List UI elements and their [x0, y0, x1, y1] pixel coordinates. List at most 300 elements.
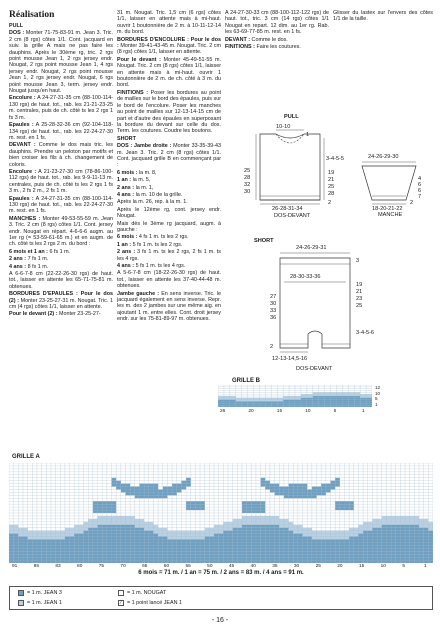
grid-stitch — [368, 534, 373, 537]
grid-stitch — [237, 560, 242, 563]
grid-stitch — [335, 484, 340, 487]
grid-stitch — [224, 405, 230, 407]
grid-stitch — [153, 525, 158, 528]
grid-stitch — [386, 557, 391, 560]
grid-stitch — [312, 545, 317, 548]
grid-stitch — [228, 537, 233, 540]
grid-stitch — [319, 392, 325, 394]
grid-stitch — [102, 504, 107, 507]
grid-stitch — [254, 405, 260, 407]
grid-stitch — [410, 557, 415, 560]
grid-stitch — [121, 551, 126, 554]
grid-stitch — [256, 545, 261, 548]
grid-stitch — [330, 537, 335, 540]
grid-stitch — [400, 522, 405, 525]
grid-stitch — [163, 560, 168, 563]
grid-stitch — [18, 537, 23, 540]
grid-stitch — [251, 554, 256, 557]
grid-stitch — [289, 539, 294, 542]
grid-stitch — [172, 539, 177, 542]
grid-stitch — [400, 525, 405, 528]
grid-stitch — [163, 554, 168, 557]
grid-stitch — [18, 528, 23, 531]
grid-stitch — [32, 537, 37, 540]
grid-stitch — [344, 504, 349, 507]
grid-stitch — [42, 560, 47, 563]
grid-stitch — [344, 548, 349, 551]
grid-stitch — [14, 551, 19, 554]
grid-stitch — [37, 560, 42, 563]
instruction-text: 8 fs 1 m. — [26, 263, 49, 270]
grid-stitch — [153, 495, 158, 498]
grid-stitch — [382, 519, 387, 522]
grid-stitch — [289, 528, 294, 531]
grid-stitch — [172, 554, 177, 557]
grid-stitch — [79, 539, 84, 542]
grid-stitch — [279, 519, 284, 522]
grid-stitch — [116, 525, 121, 528]
short-caption: DOS-DEVANT — [296, 366, 333, 372]
grid-stitch — [358, 537, 363, 540]
grid-stitch — [153, 492, 158, 495]
grid-stitch — [277, 405, 283, 407]
grid-stitch — [335, 537, 340, 540]
grid-stitch — [153, 487, 158, 490]
grid-stitch — [321, 557, 326, 560]
grid-stitch — [251, 531, 256, 534]
grid-stitch — [400, 539, 405, 542]
grid-stitch — [130, 557, 135, 560]
grid-stitch — [163, 548, 168, 551]
grid-stitch — [419, 545, 424, 548]
grid-stitch — [377, 548, 382, 551]
grid-stitch — [298, 551, 303, 554]
grid-stitch — [419, 560, 424, 563]
grid-stitch — [382, 560, 387, 563]
grid-stitch — [14, 534, 19, 537]
grid-stitch — [51, 545, 56, 548]
grid-stitch — [9, 542, 14, 545]
grid-stitch — [265, 405, 271, 407]
grid-stitch — [312, 489, 317, 492]
short-right-2: 19 — [356, 282, 363, 288]
grid-stitch — [177, 542, 182, 545]
grid-stitch — [349, 534, 354, 537]
grid-stitch — [303, 557, 308, 560]
grid-stitch — [275, 525, 280, 528]
grid-stitch — [88, 551, 93, 554]
grid-stitch — [135, 522, 140, 525]
grid-stitch — [368, 539, 373, 542]
grid-stitch — [335, 507, 340, 510]
grille-a-col-label: 15 — [358, 564, 365, 569]
grid-stitch — [358, 542, 363, 545]
grid-stitch — [366, 398, 372, 400]
grid-stitch — [149, 487, 154, 490]
grid-stitch — [42, 545, 47, 548]
grid-stitch — [284, 519, 289, 522]
grid-stitch — [335, 531, 340, 534]
grid-stitch — [153, 545, 158, 548]
grid-stitch — [130, 548, 135, 551]
grid-stitch — [98, 534, 103, 537]
grid-stitch — [340, 560, 345, 563]
grid-stitch — [270, 560, 275, 563]
grid-stitch — [125, 519, 130, 522]
grid-stitch — [330, 484, 335, 487]
column-4 — [333, 10, 433, 24]
grid-stitch — [298, 560, 303, 563]
grid-stitch — [303, 542, 308, 545]
grid-stitch — [32, 531, 37, 534]
grid-stitch — [325, 403, 331, 405]
grid-stitch — [326, 537, 331, 540]
grid-stitch — [121, 519, 126, 522]
grid-stitch — [275, 492, 280, 495]
grid-stitch — [84, 545, 89, 548]
grid-stitch — [279, 528, 284, 531]
grid-stitch — [317, 557, 322, 560]
grid-stitch — [342, 392, 348, 394]
grid-stitch — [270, 551, 275, 554]
grid-stitch — [366, 394, 372, 396]
grid-stitch — [251, 548, 256, 551]
grid-stitch — [107, 519, 112, 522]
grid-stitch — [312, 557, 317, 560]
grid-stitch — [102, 554, 107, 557]
grid-stitch — [32, 560, 37, 563]
grid-stitch — [349, 545, 354, 548]
grid-stitch — [298, 492, 303, 495]
grid-stitch — [42, 534, 47, 537]
grid-stitch — [247, 531, 252, 534]
instruction-text: 7 fs 1 m. — [26, 256, 49, 263]
grid-stitch — [218, 405, 224, 407]
grid-stitch — [366, 400, 372, 402]
grid-stitch — [303, 492, 308, 495]
grid-stitch — [65, 545, 70, 548]
grid-stitch — [312, 492, 317, 495]
grid-stitch — [200, 542, 205, 545]
grid-stitch — [88, 542, 93, 545]
grid-stitch — [153, 542, 158, 545]
instruction-text: Monter 33-35-39-43 m. Jean 3. Tric. 2 cm (8 rgs) côtes 1/1. Cont. jacquard grille B en commençant par : — [117, 143, 221, 169]
grid-stitch — [293, 539, 298, 542]
grid-stitch — [319, 394, 325, 396]
grid-stitch — [102, 525, 107, 528]
grid-stitch — [51, 534, 56, 537]
grid-stitch — [125, 554, 130, 557]
grid-stitch — [336, 403, 342, 405]
grid-stitch — [233, 531, 238, 534]
grid-stitch — [28, 534, 33, 537]
grid-stitch — [342, 403, 348, 405]
grid-stitch — [65, 534, 70, 537]
grid-stitch — [330, 481, 335, 484]
page-title: Réalisation — [9, 10, 55, 20]
grid-stitch — [242, 504, 247, 507]
grid-stitch — [251, 510, 256, 513]
grid-stitch — [317, 492, 322, 495]
grid-stitch — [37, 548, 42, 551]
grid-stitch — [186, 554, 191, 557]
grid-stitch — [42, 554, 47, 557]
grille-a-col-label: 40 — [250, 564, 256, 569]
grid-stitch — [298, 545, 303, 548]
section-heading: Pour le devant (2) : — [9, 311, 58, 318]
grid-stitch — [265, 542, 270, 545]
grid-stitch — [303, 484, 308, 487]
grid-stitch — [107, 501, 112, 504]
grid-stitch — [424, 545, 429, 548]
grid-stitch — [135, 519, 140, 522]
grid-stitch — [98, 522, 103, 525]
grid-stitch — [70, 542, 75, 545]
subsection-heading: 4 ans : — [9, 263, 27, 270]
grid-stitch — [177, 534, 182, 537]
grid-stitch — [377, 545, 382, 548]
grid-stitch — [181, 557, 186, 560]
grid-stitch — [386, 548, 391, 551]
grid-stitch — [130, 487, 135, 490]
instruction-text: Comme le dos. — [250, 36, 288, 43]
grid-stitch — [325, 394, 331, 396]
grid-stitch — [153, 560, 158, 563]
grille-b-row-label: 1 — [375, 401, 378, 407]
grid-stitch — [248, 400, 254, 402]
grid-stitch — [130, 519, 135, 522]
grid-stitch — [121, 560, 126, 563]
grid-stitch — [414, 519, 419, 522]
grid-stitch — [23, 537, 28, 540]
grid-stitch — [130, 560, 135, 563]
grid-stitch — [289, 522, 294, 525]
grid-stitch — [372, 534, 377, 537]
grid-stitch — [209, 557, 214, 560]
grid-stitch — [181, 539, 186, 542]
grid-stitch — [149, 495, 154, 498]
grid-stitch — [158, 554, 163, 557]
grid-stitch — [233, 534, 238, 537]
grid-stitch — [70, 537, 75, 540]
grid-stitch — [405, 519, 410, 522]
grid-stitch — [275, 557, 280, 560]
grid-stitch — [60, 557, 65, 560]
grid-stitch — [301, 398, 307, 400]
grille-b-row-label: 10 — [375, 390, 381, 396]
grid-stitch — [74, 525, 79, 528]
grid-stitch — [121, 537, 126, 540]
grid-stitch — [51, 560, 56, 563]
grid-stitch — [340, 545, 345, 548]
grid-stitch — [181, 481, 186, 484]
grid-stitch — [242, 548, 247, 551]
grid-stitch — [233, 525, 238, 528]
grid-stitch — [223, 542, 228, 545]
grid-stitch — [265, 522, 270, 525]
subsection-heading: 6 mois : — [117, 234, 138, 241]
grid-stitch — [289, 551, 294, 554]
grid-stitch — [214, 537, 219, 540]
pull-diagram — [232, 112, 352, 217]
grid-stitch — [18, 531, 23, 534]
grid-stitch — [205, 554, 210, 557]
grid-stitch — [60, 537, 65, 540]
grid-stitch — [275, 484, 280, 487]
grid-stitch — [28, 560, 33, 563]
grid-stitch — [248, 402, 254, 404]
grid-stitch — [242, 557, 247, 560]
grid-stitch — [70, 534, 75, 537]
grid-stitch — [283, 396, 289, 398]
grid-stitch — [223, 554, 228, 557]
grid-stitch — [331, 392, 337, 394]
short-crotch: 3-4-5-6 — [356, 330, 375, 336]
grid-stitch — [372, 539, 377, 542]
grid-stitch — [251, 542, 256, 545]
grid-stitch — [139, 548, 144, 551]
grid-stitch — [107, 531, 112, 534]
grid-stitch — [326, 534, 331, 537]
grid-stitch — [368, 542, 373, 545]
grid-stitch — [342, 405, 348, 407]
grid-stitch — [312, 560, 317, 563]
grid-stitch — [247, 548, 252, 551]
grid-stitch — [139, 492, 144, 495]
grid-stitch — [363, 557, 368, 560]
grid-stitch — [349, 504, 354, 507]
grid-stitch — [284, 551, 289, 554]
grid-stitch — [307, 531, 312, 534]
grid-stitch — [377, 542, 382, 545]
grid-stitch — [372, 522, 377, 525]
grid-stitch — [419, 537, 424, 540]
grid-stitch — [368, 545, 373, 548]
instruction-paragraph — [117, 263, 221, 269]
grid-stitch — [93, 522, 98, 525]
grid-stitch — [289, 396, 295, 398]
grid-stitch — [335, 481, 340, 484]
grid-stitch — [93, 537, 98, 540]
instruction-paragraph — [9, 256, 113, 262]
instructions-column-3 — [225, 10, 329, 50]
grid-stitch — [107, 525, 112, 528]
grid-stitch — [349, 542, 354, 545]
grid-stitch — [400, 531, 405, 534]
grid-stitch — [344, 534, 349, 537]
grid-stitch — [74, 554, 79, 557]
grid-stitch — [284, 522, 289, 525]
grid-stitch — [330, 534, 335, 537]
grid-stitch — [181, 554, 186, 557]
grid-stitch — [200, 507, 205, 510]
grid-stitch — [424, 522, 429, 525]
grid-stitch — [135, 542, 140, 545]
grid-stitch — [102, 551, 107, 554]
grid-stitch — [172, 487, 177, 490]
grid-stitch — [424, 548, 429, 551]
grid-stitch — [428, 557, 433, 560]
grid-stitch — [158, 551, 163, 554]
grid-stitch — [354, 396, 360, 398]
grid-stitch — [172, 484, 177, 487]
grid-stitch — [256, 531, 261, 534]
grid-stitch — [340, 501, 345, 504]
grid-stitch — [312, 534, 317, 537]
grid-stitch — [191, 554, 196, 557]
grid-stitch — [46, 545, 51, 548]
column-3 — [225, 10, 329, 51]
grid-stitch — [317, 539, 322, 542]
grid-stitch — [247, 551, 252, 554]
grid-stitch — [265, 516, 270, 519]
grid-stitch — [153, 548, 158, 551]
grid-stitch — [223, 525, 228, 528]
grid-stitch — [330, 545, 335, 548]
grid-stitch — [224, 396, 230, 398]
grid-stitch — [312, 531, 317, 534]
grid-stitch — [130, 492, 135, 495]
grid-stitch — [424, 560, 429, 563]
grid-stitch — [223, 548, 228, 551]
grid-stitch — [116, 539, 121, 542]
grid-stitch — [14, 545, 19, 548]
grid-stitch — [181, 487, 186, 490]
grid-stitch — [60, 551, 65, 554]
grid-stitch — [121, 487, 126, 490]
grid-stitch — [228, 551, 233, 554]
grid-stitch — [28, 531, 33, 534]
grid-stitch — [79, 525, 84, 528]
grid-stitch — [237, 525, 242, 528]
grid-stitch — [391, 554, 396, 557]
grid-stitch — [358, 539, 363, 542]
grid-stitch — [23, 534, 28, 537]
grid-stitch — [307, 400, 313, 402]
grid-stitch — [125, 516, 130, 519]
grid-stitch — [277, 403, 283, 405]
grid-stitch — [366, 403, 372, 405]
grid-stitch — [331, 396, 337, 398]
grid-stitch — [271, 402, 277, 404]
grid-stitch — [386, 545, 391, 548]
grid-stitch — [349, 531, 354, 534]
grille-b-col-label: 15 — [276, 409, 283, 414]
grid-stitch — [242, 525, 247, 528]
grid-stitch — [358, 551, 363, 554]
grid-stitch — [428, 545, 433, 548]
instruction-paragraph — [225, 44, 329, 50]
grid-stitch — [307, 403, 313, 405]
grid-stitch — [237, 554, 242, 557]
grid-stitch — [289, 534, 294, 537]
grid-stitch — [130, 539, 135, 542]
grid-stitch — [242, 398, 248, 400]
grid-stitch — [112, 519, 117, 522]
grid-stitch — [32, 548, 37, 551]
grid-stitch — [307, 548, 312, 551]
grid-stitch — [330, 548, 335, 551]
grid-stitch — [191, 501, 196, 504]
grid-stitch — [251, 528, 256, 531]
short-top-width: 24-26-29-31 — [296, 245, 327, 251]
grid-stitch — [98, 548, 103, 551]
grid-stitch — [112, 545, 117, 548]
grid-stitch — [139, 484, 144, 487]
grid-stitch — [342, 400, 348, 402]
grid-stitch — [265, 548, 270, 551]
grid-stitch — [275, 551, 280, 554]
